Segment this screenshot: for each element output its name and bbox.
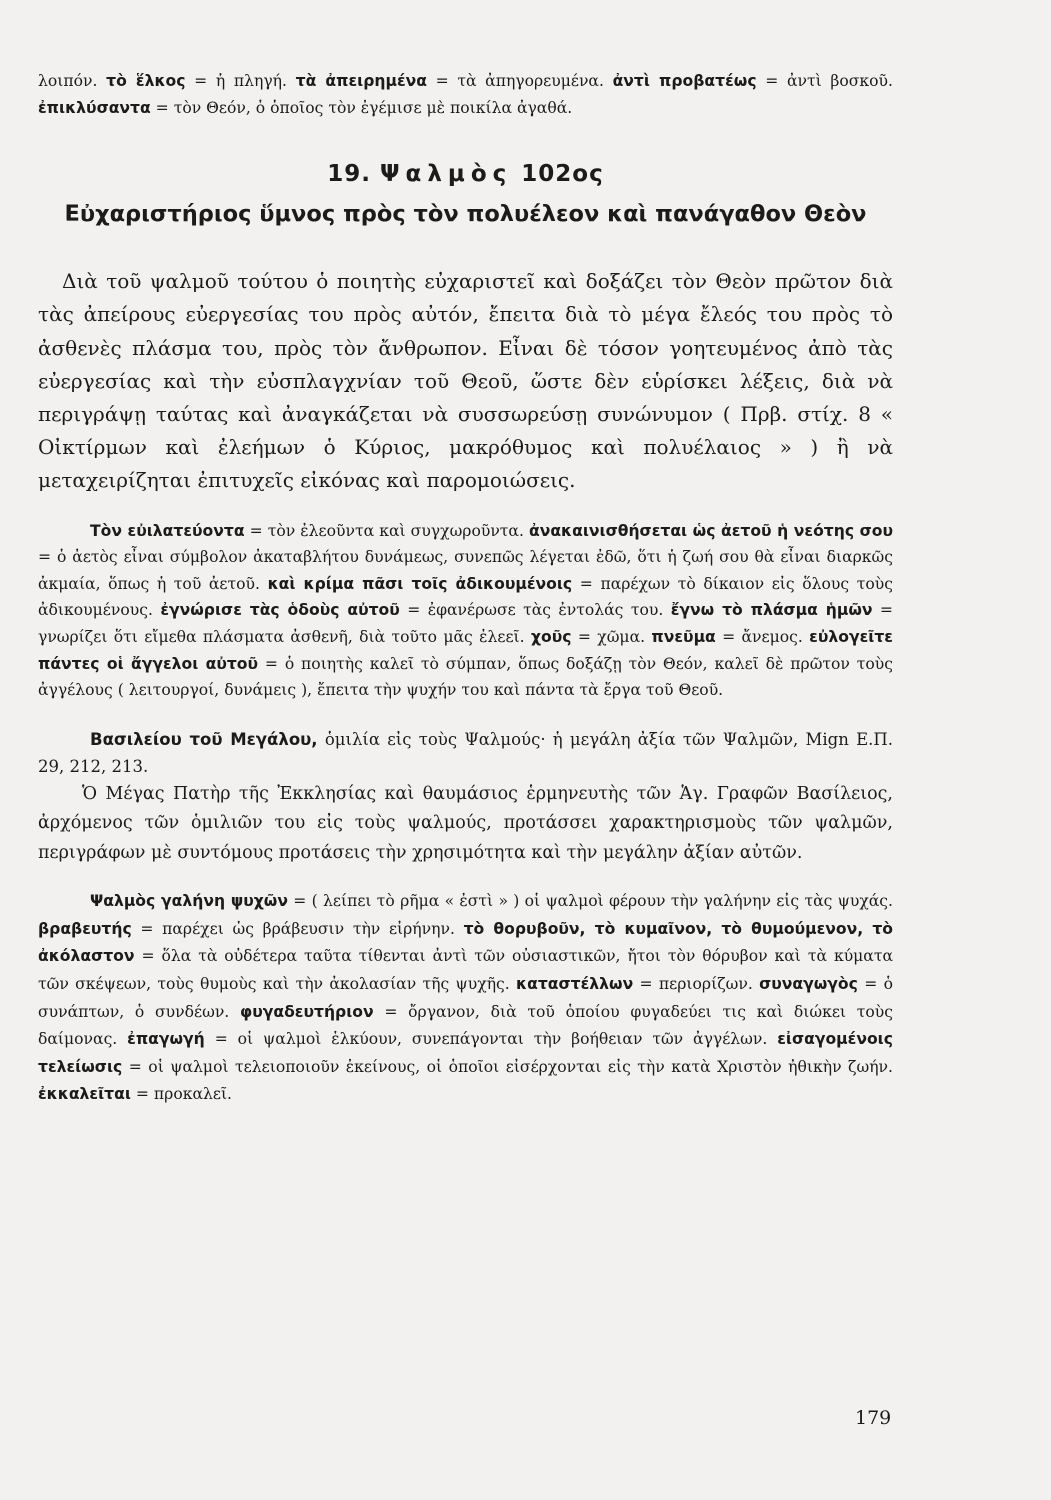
gloss-term: ἐπικλύσαντα (38, 98, 151, 117)
reference-author: Βασιλείου τοῦ Μεγάλου, (90, 729, 318, 749)
gloss-text: = χῶμα. (571, 627, 652, 646)
gloss-text: = γνωρίζει ὅτι εἴμεθα πλάσματα ἀσθενῆ, διὰ τοῦτο μᾶς ἐλεεῖ. (38, 601, 893, 646)
psalm-number: 102ος (521, 161, 604, 188)
gloss-term: ἀνακαινισθήσεται ὡς ἀετοῦ ἡ νεότης σου (528, 521, 894, 540)
section-number: 19. (327, 161, 371, 188)
gloss-text: = ὁ συνάπτων, ὁ συνδέων. (38, 975, 893, 1021)
gloss-term: εὐλογεῖτε πάντες οἱ ἄγγελοι αὐτοῦ (38, 627, 893, 673)
gloss-term: καταστέλλων (516, 975, 634, 994)
gloss-term: ἔγνω τὸ πλάσμα ἡμῶν (670, 601, 873, 620)
glossary-paragraph-1 (38, 518, 893, 704)
gloss-term: πνεῦμα (651, 627, 716, 646)
gloss-term: τὸ ἕλκος (106, 72, 186, 90)
gloss-text: = ἄνεμος. (715, 627, 810, 646)
gloss-text: = ἡ πληγή. (185, 72, 296, 90)
gloss-term: ἐπαγωγή (127, 1030, 205, 1049)
gloss-term: Ψαλμὸς γαλήνη ψυχῶν (90, 892, 288, 911)
psalm-number-heading (38, 161, 893, 187)
top-gloss-paragraph (38, 68, 893, 121)
gloss-text: = ὄργανον, διὰ τοῦ ὁποίου φυγαδεύει τις καὶ διώκει τοὺς δαίμονας. (38, 1002, 893, 1049)
gloss-term: καὶ κρίμα πᾶσι τοῖς ἀδικουμένοις (267, 574, 573, 593)
gloss-text: = παρέχει ὡς βράβευσιν τὴν εἰρήνην. (131, 919, 464, 938)
gloss-text: = ὁ ἀετὸς εἶναι σύμβολον ἀκαταβλήτου δυνάμεως, συνεπῶς λέγεται ἐδῶ, ὅτι ἡ ζωή σου θὰ εἶναι διαρκῶς ἀκμαία, ὅπως ἡ τοῦ ἀετοῦ. (38, 548, 893, 593)
gloss-term: βραβευτής (38, 919, 132, 938)
gloss-text: = παρέχων τὸ δίκαιον εἰς ὅλους τοὺς ἀδικουμένους. (38, 574, 893, 620)
gloss-text: = ὅλα τὰ οὐδέτερα ταῦτα τίθενται ἀντὶ τῶν οὐσιαστικῶν, ἤτοι τὸν θόρυβον καὶ τὰ κύματα τῶν σκέψεων, τοὺς θυμοὺς καὶ τὴν ἀκολασίαν τῆς ψυχῆς. (38, 947, 893, 994)
page-number: 179 (855, 1407, 892, 1429)
page-content (38, 68, 893, 1109)
basil-paragraph: Ὁ Μέγας Πατὴρ τῆς Ἐκκλησίας καὶ θαυμάσιος ἑρμηνευτὴς τῶν Ἁγ. Γραφῶν Βασίλειος, ἀρχόμενος τῶν ὁμιλιῶν του εἰς τοὺς ψαλμούς, προτάσσει χαρακτηρισμοὺς τῶν ψαλμῶν, περιγράφων μὲ συντόμους προτάσεις τὴν χρησιμότητα καὶ τὴν μεγάλην ἀξίαν αὐτῶν. (38, 783, 893, 863)
gloss-text: λοιπόν. (38, 72, 107, 90)
gloss-term: ἀντὶ προβατέως (612, 72, 757, 90)
gloss-text: = οἱ ψαλμοὶ τελειοποιοῦν ἐκείνους, οἱ ὁποῖοι εἰσέρχονται εἰς τὴν κατὰ Χριστὸν ἠθικὴν ζωήν. (122, 1057, 893, 1076)
gloss-text: = προκαλεῖ. (130, 1085, 233, 1104)
gloss-text: = περιορίζων. (633, 975, 760, 994)
glossary-paragraph-2 (38, 888, 893, 1109)
gloss-term: εἰσαγομένοις τελείωσις (38, 1030, 893, 1076)
gloss-text: = ὁ ποιητὴς καλεῖ τὸ σύμπαν, ὅπως δοξάζῃ τὸν Θεόν, καλεῖ δὲ πρῶτον τοὺς ἀγγέλους ( λειτουργοί, δυνάμεις ), ἔπειτα τὴν ψυχήν του καὶ πάντα τὰ ἔργα τοῦ Θεοῦ. (38, 654, 893, 700)
gloss-term: τὰ ἀπειρημένα (295, 72, 427, 90)
reference-paragraph (38, 726, 893, 780)
psalm-word: Ψαλμὸς (380, 161, 513, 188)
gloss-text: = ( λείπει τὸ ρῆμα « ἐστὶ » ) οἱ ψαλμοὶ φέρουν τὴν γαλήνην εἰς τὰς ψυχάς. (287, 892, 893, 911)
gloss-term: χοῦς (530, 627, 572, 646)
gloss-text: = ἐφανέρωσε τὰς ἐντολάς του. (399, 601, 671, 620)
gloss-term: τὸ θορυβοῦν, τὸ κυμαῖνον, τὸ θυμούμενον, τὸ ἀκόλαστον (38, 919, 893, 966)
gloss-text: = τὸν Θεόν, ὁ ὁποῖος τὸν ἐγέμισε μὲ ποικίλα ἀγαθά. (150, 98, 573, 117)
gloss-term: φυγαδευτήριον (240, 1002, 374, 1021)
gloss-text: = τὰ ἀπηγορευμένα. (426, 72, 613, 90)
gloss-text: = τὸν ἐλεοῦντα καὶ συγχωροῦντα. (244, 521, 529, 540)
gloss-term: ἐγνώρισε τὰς ὁδοὺς αὐτοῦ (160, 601, 400, 620)
gloss-text: = οἱ ψαλμοὶ ἑλκύουν, συνεπάγονται τὴν βοήθειαν τῶν ἀγγέλων. (204, 1030, 778, 1049)
reference-text: ὁμιλία εἰς τοὺς Ψαλμούς· ἡ μεγάλη ἀξία τῶν Ψαλμῶν, Mign Ε.Π. 29, 212, 213. (38, 729, 893, 776)
gloss-term: ἐκκαλεῖται (38, 1085, 131, 1104)
psalm-title: Εὐχαριστήριος ὕμνος πρὸς τὸν πολυέλεον καὶ πανάγαθον Θεὸν (64, 201, 867, 228)
intro-paragraph: Διὰ τοῦ ψαλμοῦ τούτου ὁ ποιητὴς εὐχαριστεῖ καὶ δοξάζει τὸν Θεὸν πρῶτον διὰ τὰς ἀπείρους εὐεργεσίας του πρὸς αὐτόν, ἔπειτα διὰ τὸ μέγα ἔλεός του πρὸς τὸ ἀσθενὲς πλάσμα του, πρὸς τὸν ἄνθρωπον. Εἶναι δὲ τόσον γοητευμένος ἀπὸ τὰς εὐεργεσίας καὶ τὴν εὐσπλαγχνίαν τοῦ Θεοῦ, ὥστε δὲν εὑρίσκει λέξεις, διὰ νὰ περιγράψῃ ταύτας καὶ ἀναγκάζεται νὰ συσσωρεύσῃ συνώνυμον ( Πρβ. στίχ. 8 « Οἰκτίρμων καὶ ἐλεήμων ὁ Κύριος, μακρόθυμος καὶ πολυέλαιος » ) ἢ νὰ μεταχειρίζηται ἐπιτυχεῖς εἰκόνας καὶ παρομοιώσεις. (38, 269, 893, 493)
gloss-term: Τὸν εὐιλατεύοντα (90, 521, 245, 540)
gloss-term: συναγωγὸς (759, 975, 858, 994)
gloss-text: = ἀντὶ βοσκοῦ. (756, 72, 893, 90)
